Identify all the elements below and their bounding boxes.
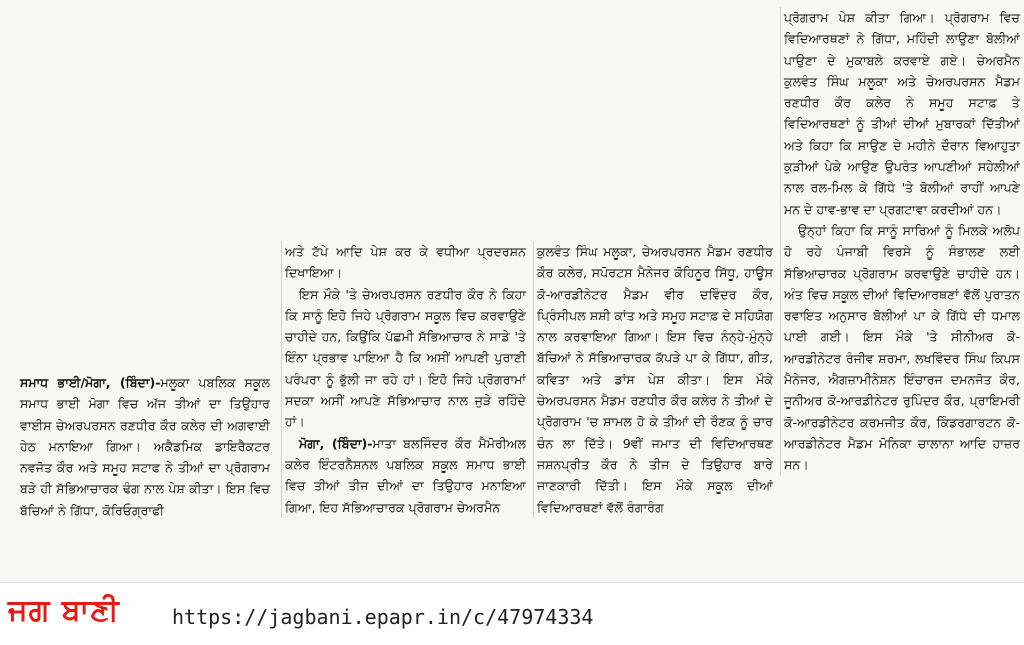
article-column-4 <box>780 7 1020 476</box>
footer <box>0 582 1024 645</box>
paragraph <box>285 433 526 518</box>
article-column-3 <box>533 241 773 518</box>
source-url[interactable]: https://jagbani.epapr.in/c/47974334 <box>172 605 594 629</box>
dateline: ਸਮਾਧ ਭਾਈ/ਮੋਗਾ, (ਬਿੰਦਾ)- <box>20 375 161 390</box>
paragraph-text: ਮਲੂਕਾ ਪਬਲਿਕ ਸਕੂਲ ਸਮਾਧ ਭਾਈ ਮੋਗਾ ਵਿਚ ਅੱਜ ਤੀਆਂ ਦਾ ਤਿਉਹਾਰ ਵਾਈਸ ਚੇਅਰਪਰਸਨ ਰਣਧੀਰ ਕੌਰ ਕਲੇਰ ਦੀ ਅਗਵਾਈ ਹੇਠ ਮਨਾਇਆ ਗਿਆ। ਅਕੈਡਮਿਕ ਡਾਇਰੈਕਟਰ ਨਵਜੋਤ ਕੌਰ ਅਤੇ ਸਮੂਹ ਸਟਾਫ ਨੇ ਤੀਆਂ ਦਾ ਪ੍ਰੋਗਰਾਮ ਬੜੇ ਹੀ ਸੱਭਿਆਚਾਰਕ ਢੰਗ ਨਾਲ ਪੇਸ਼ ਕੀਤਾ। ਇਸ ਵਿਚ ਬੱਚਿਆਂ ਨੇ ਗਿੱਧਾ, ਕੋਰਿਓਗ੍ਰਾਫੀ <box>20 375 270 518</box>
paragraph: ਕੁਲਵੰਤ ਸਿੰਘ ਮਲੂਕਾ, ਚੇਅਰਪਰਸਨ ਮੈਡਮ ਰਣਧੀਰ ਕੌਰ ਕਲੇਰ, ਸਪੋਰਟਸ ਮੈਨੇਜਰ ਕੋਹਿਨੂਰ ਸਿੱਧੂ, ਹਾਊਸ ਕੋ-ਆਰਡੀਨੇਟਰ ਮੈਡਮ ਵੀਰ ਦਵਿੰਦਰ ਕੌਰ, ਪ੍ਰਿੰਸੀਪਲ ਸ਼ਸ਼ੀ ਕਾਂਤ ਅਤੇ ਸਮੂਹ ਸਟਾਫ਼ ਦੇ ਸਹਿਯੋਗ ਨਾਲ ਕਰਵਾਇਆ ਗਿਆ। ਇਸ ਵਿਚ ਨੰਨ੍ਹੇ-ਮੁੰਨ੍ਹੇ ਬੱਚਿਆਂ ਨੇ ਸੱਭਿਆਚਾਰਕ ਕੱਪੜੇ ਪਾ ਕੇ ਗਿੱਧਾ, ਗੀਤ, ਕਵਿਤਾ ਅਤੇ ਡਾਂਸ ਪੇਸ਼ ਕੀਤਾ। ਇਸ ਮੌਕੇ ਚੇਅਰਪਰਸਨ ਮੈਡਮ ਰਣਧੀਰ ਕੌਰ ਕਲੇਰ ਨੇ ਤੀਆਂ ਦੇ ਪ੍ਰੋਗਰਾਮ 'ਚ ਸ਼ਾਮਲ ਹੋ ਕੇ ਤੀਆਂ ਦੀ ਰੌਣਕ ਨੂੰ ਚਾਰ ਚੰਨ ਲਾ ਦਿੱਤੇ। 9ਵੀਂ ਜਮਾਤ ਦੀ ਵਿਦਿਆਰਥਣ ਜਸ਼ਨਪ੍ਰੀਤ ਕੌਰ ਨੇ ਤੀਜ ਦੇ ਤਿਉਹਾਰ ਬਾਰੇ ਜਾਣਕਾਰੀ ਦਿੱਤੀ। ਇਸ ਮੌਕੇ ਸਕੂਲ ਦੀਆਂ ਵਿਦਿਆਰਥਣਾਂ ਵੱਲੋਂ ਰੰਗਾਰੰਗ <box>537 244 773 515</box>
jagbani-logo: ਜਗ ਬਾਣੀ <box>8 593 120 628</box>
article-column-2 <box>281 241 526 518</box>
paragraph <box>20 372 270 521</box>
paragraph: ਇਸ ਮੌਕੇ 'ਤੇ ਚੇਅਰਪਰਸਨ ਰਣਧੀਰ ਕੌਰ ਨੇ ਕਿਹਾ ਕਿ ਸਾਨੂੰ ਇਹੋ ਜਿਹੇ ਪ੍ਰੋਗਰਾਮ ਸਕੂਲ ਵਿਚ ਕਰਵਾਉਣੇ ਚਾਹੀਦੇ ਹਨ, ਕਿਉਂਕਿ ਪੱਛਮੀ ਸੱਭਿਆਚਾਰ ਨੇ ਸਾਡੇ 'ਤੇ ਇੰਨਾ ਪ੍ਰਭਾਵ ਪਾਇਆ ਹੈ ਕਿ ਅਸੀਂ ਆਪਣੀ ਪੁਰਾਣੀ ਪਰੰਪਰਾ ਨੂੰ ਭੁੱਲੀ ਜਾ ਰਹੇ ਹਾਂ। ਇਹੋ ਜਿਹੇ ਪ੍ਰੋਗਰਾਮਾਂ ਸਦਕਾ ਅਸੀਂ ਆਪਣੇ ਸੱਭਿਆਚਾਰ ਨਾਲ ਜੁੜੇ ਰਹਿੰਦੇ ਹਾਂ। <box>285 286 526 430</box>
article-column-1 <box>20 372 270 521</box>
dateline: ਮੋਗਾ, (ਬਿੰਦਾ)- <box>299 435 373 451</box>
paragraph: ਉਨ੍ਹਾਂ ਕਿਹਾ ਕਿ ਸਾਨੂੰ ਸਾਰਿਆਂ ਨੂੰ ਮਿਲਕੇ ਅਲੋਪ ਹੋ ਰਹੇ ਪੰਜਾਬੀ ਵਿਰਸੇ ਨੂੰ ਸੰਭਾਲਣ ਲਈ ਸੱਭਿਆਚਾਰਕ ਪ੍ਰੋਗਰਾਮ ਕਰਵਾਉਣੇ ਚਾਹੀਦੇ ਹਨ। ਅੰਤ ਵਿਚ ਸਕੂਲ ਦੀਆਂ ਵਿਦਿਆਰਥਣਾਂ ਵੱਲੋਂ ਪੁਰਾਤਨ ਰਵਾਇਤ ਅਨੁਸਾਰ ਬੋਲੀਆਂ ਪਾ ਕੇ ਗਿੱਧੇ ਦੀ ਧਮਾਲ ਪਾਈ ਗਈ। ਇਸ ਮੌਕੇ 'ਤੇ ਸੀਨੀਅਰ ਕੋ-ਆਰਡੀਨੇਟਰ ਰੰਜੀਵ ਸ਼ਰਮਾ, ਲਖਵਿੰਦਰ ਸਿੰਘ ਕਿਪਸ ਮੈਨੇਜਰ, ਐਗਜ਼ਾਮੀਨੇਸ਼ਨ ਇੰਚਾਰਜ ਦਮਨਜੋਤ ਕੌਰ, ਜੂਨੀਅਰ ਕੋ-ਆਰਡੀਨੇਟਰ ਰੁਪਿੰਦਰ ਕੌਰ, ਪ੍ਰਾਇਮਰੀ ਕੋ-ਆਰਡੀਨੇਟਰ ਕਰਮਜੀਤ ਕੌਰ, ਕਿੰਡਰਗਾਰਟਨ ਕੋ-ਆਰਡੀਨੇਟਰ ਮੈਡਮ ਮੋਨਿਕਾ ਚਾਲਾਨਾ ਆਦਿ ਹਾਜ਼ਰ ਸਨ। <box>784 222 1020 473</box>
paragraph: ਅਤੇ ਟੱਪੇ ਆਦਿ ਪੇਸ਼ ਕਰ ਕੇ ਵਧੀਆ ਪ੍ਰਦਰਸ਼ਨ ਦਿਖਾਇਆ। <box>285 244 526 281</box>
paragraph-text: ਮਾਤਾ ਬਲਜਿੰਦਰ ਕੌਰ ਮੈਮੋਰੀਅਲ ਕਲੇਰ ਇੰਟਰਨੈਸ਼ਨਲ ਪਬਲਿਕ ਸਕੂਲ ਸਮਾਧ ਭਾਈ ਵਿਚ ਤੀਆਂ ਤੀਜ ਦੀਆਂ ਦਾ ਤਿਉਹਾਰ ਮਨਾਇਆ ਗਿਆ, ਇਹ ਸੱਭਿਆਚਾਰਕ ਪ੍ਰੋਗਰਾਮ ਚੇਅਰਮੈਨ <box>285 435 526 515</box>
paragraph: ਪ੍ਰੋਗਰਾਮ ਪੇਸ਼ ਕੀਤਾ ਗਿਆ। ਪ੍ਰੋਗਰਾਮ ਵਿਚ ਵਿਦਿਆਰਥਣਾਂ ਨੇ ਗਿੱਧਾ, ਮਹਿੰਦੀ ਲਾਉਣਾ ਬੋਲੀਆਂ ਪਾਉਣਾ ਦੇ ਮੁਕਾਬਲੇ ਕਰਵਾਏ ਗਏ। ਚੇਅਰਮੈਨ ਕੁਲਵੰਤ ਸਿੰਘ ਮਲੂਕਾ ਅਤੇ ਚੇਅਰਪਰਸਨ ਮੈਡਮ ਰਣਧੀਰ ਕੌਰ ਕਲੇਰ ਨੇ ਸਮੂਹ ਸਟਾਫ਼ ਤੇ ਵਿਦਿਆਰਥਣਾਂ ਨੂੰ ਤੀਆਂ ਦੀਆਂ ਮੁਬਾਰਕਾਂ ਦਿੱਤੀਆਂ ਅਤੇ ਕਿਹਾ ਕਿ ਸਾਉਣ ਦੇ ਮਹੀਨੇ ਦੌਰਾਨ ਵਿਆਹੁਤਾ ਕੁੜੀਆਂ ਪੇਕੇ ਆਉਣ ਉਪਰੰਤ ਆਪਣੀਆਂ ਸਹੇਲੀਆਂ ਨਾਲ ਰਲ-ਮਿਲ ਕੇ ਗਿੱਧੇ 'ਤੇ ਬੋਲੀਆਂ ਰਾਹੀਂ ਆਪਣੇ ਮਨ ਦੇ ਹਾਵ-ਭਾਵ ਦਾ ਪ੍ਰਗਟਾਵਾ ਕਰਦੀਆਂ ਹਨ। <box>784 10 1020 217</box>
